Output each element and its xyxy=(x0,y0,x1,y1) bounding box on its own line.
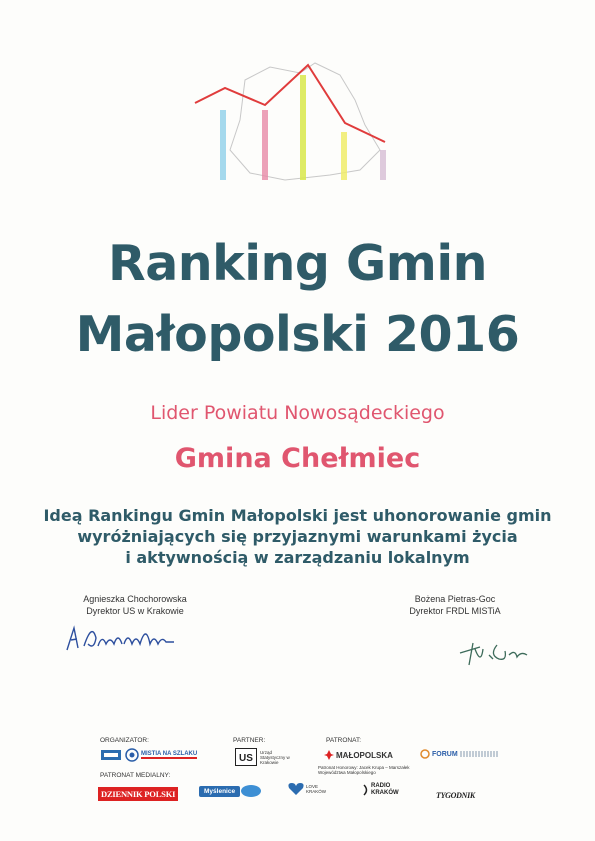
us-emblem-icon xyxy=(235,748,257,766)
myslenice-logo xyxy=(199,784,262,798)
signatory-left-role: Dyrektor US w Krakowie xyxy=(86,606,184,616)
radio-krakow-logo xyxy=(362,783,401,797)
patron-label: PATRONAT: xyxy=(326,737,362,744)
malopolska-patron-text: Patronat Honorowy: Jacek Krupa – Marszałek Województwa Małopolskiego xyxy=(318,765,410,775)
us-logo-text: Urząd Statystyczny w Krakowie xyxy=(260,749,290,765)
myslenice-emblem-icon xyxy=(240,784,262,798)
love-krakow-logo-text: LOVE KRAKÓW xyxy=(306,784,327,794)
recipient-name: Gmina Chełmiec xyxy=(174,443,421,474)
signature-left xyxy=(62,620,182,655)
forum-logo-text: FORUM xyxy=(432,750,458,758)
malopolska-logo-text: MAŁOPOLSKA xyxy=(336,750,393,760)
organizer-emblem-icon xyxy=(100,748,122,762)
signatory-left xyxy=(40,593,230,617)
forum-emblem-icon xyxy=(420,749,430,759)
radio-krakow-logo-text: RADIO KRAKÓW xyxy=(371,783,399,796)
malopolska-emblem-icon xyxy=(324,750,334,760)
us-logo xyxy=(235,748,294,766)
title-line-1: Ranking Gmin xyxy=(107,235,488,292)
malopolska-logo xyxy=(324,750,393,760)
radio-wave-icon xyxy=(362,783,370,797)
heart-icon xyxy=(288,782,304,796)
organizer-label: ORGANIZATOR: xyxy=(100,737,149,744)
signatory-right-name: Bożena Pietras-Goc xyxy=(414,594,496,604)
forum-logo xyxy=(420,749,498,759)
signatory-right-role: Dyrektor FRDL MISTiA xyxy=(409,606,501,616)
dziennik-polski-logo xyxy=(98,784,178,802)
description-line-3: i aktywnością w zarządzaniu lokalnym xyxy=(125,548,470,567)
mistia-emblem-icon xyxy=(125,748,139,762)
signatory-left-name: Agnieszka Chochorowska xyxy=(83,594,187,604)
description xyxy=(40,505,555,568)
signature-right xyxy=(455,635,540,670)
description-line-1: Ideą Rankingu Gmin Małopolski jest uhonorowanie gmin xyxy=(43,506,552,525)
tygodnik-logo xyxy=(436,785,475,803)
partner-label: PARTNER: xyxy=(233,737,266,744)
tygodnik-logo-text: TYGODNIK xyxy=(436,791,475,800)
media-patron-label: PATRONAT MEDIALNY: xyxy=(100,772,171,779)
myslenice-logo-text: Myślenice xyxy=(199,786,240,797)
mistia-logo-text: MISTIA NA SZLAKU xyxy=(141,751,198,757)
award-line: Lider Powiatu Nowosądeckiego xyxy=(150,402,445,424)
organizer-icon-logo xyxy=(100,748,122,767)
signatory-right xyxy=(375,593,535,617)
description-line-2: wyróżniających się przyjaznymi warunkami życia xyxy=(77,527,518,546)
ranking-chart-logo xyxy=(190,55,400,190)
love-krakow-logo xyxy=(288,782,328,796)
mistia-logo xyxy=(125,748,197,762)
svg-text:US: US xyxy=(239,753,253,764)
title-line-2: Małopolski 2016 xyxy=(75,306,520,363)
dziennik-polski-logo-text: DZIENNIK POLSKI xyxy=(98,787,178,801)
